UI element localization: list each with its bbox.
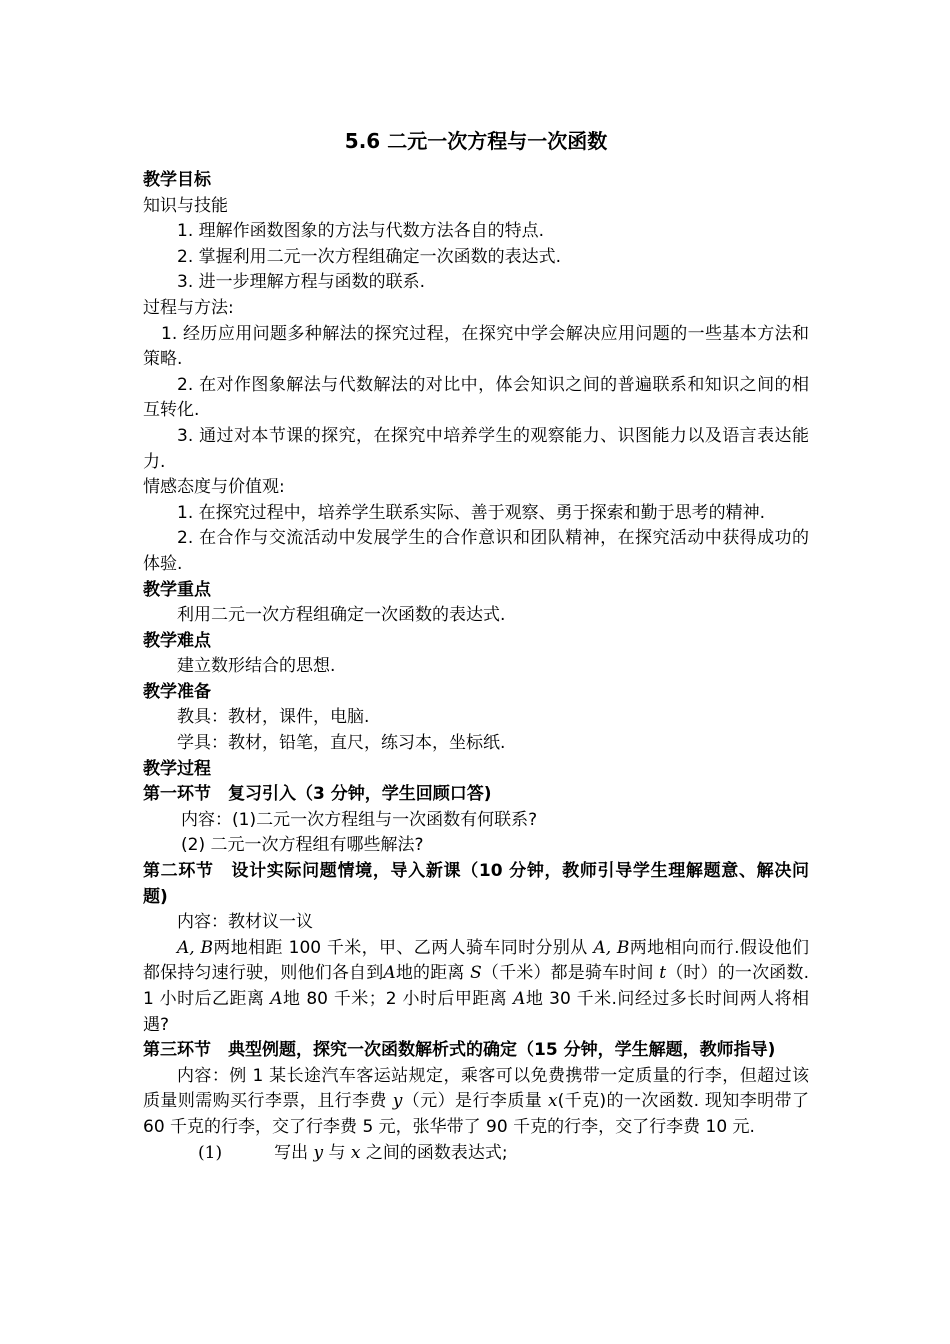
var-x: x: [548, 1091, 558, 1112]
preparation-heading: 教学准备: [143, 681, 211, 702]
attitude-item: 2. 在合作与交流活动中发展学生的合作意识和团队精神，在探究活动中获得成功的体验.: [143, 528, 809, 574]
attitude-item: 1. 在探究过程中，培养学生联系实际、善于观察、勇于探索和勤于思考的精神.: [177, 502, 766, 523]
knowledge-item: 3. 进一步理解方程与函数的联系.: [177, 272, 426, 293]
objectives-heading: 教学目标: [143, 170, 211, 190]
process-item: 3. 通过对本节课的探究，在探究中培养学生的观察能力、识图能力以及语言表达能力.: [143, 425, 809, 472]
key-point-heading: 教学重点: [143, 579, 211, 600]
difficulty-text: 建立数形结合的思想.: [177, 656, 336, 677]
var-y: y: [313, 1142, 324, 1163]
stage1-question: (2) 二元一次方程组有哪些解法?: [181, 835, 424, 856]
teacher-tools: 教具：教材，课件，电脑.: [177, 707, 370, 728]
knowledge-item: 2. 掌握利用二元一次方程组确定一次函数的表达式.: [177, 246, 562, 267]
stage2-problem: A, B两地相距 100 千米，甲、乙两人骑车同时分别从 A, B两地相向而行.假设他们都保持匀速行驶，则他们各自到A地的距离 S（千米）都是骑车时间 t（时）的一次函数. 1 小时后乙距离 A地 80 千米；2 小时后甲距离 A地 30 千米.问经过多长时间两人将相遇?: [143, 937, 810, 1035]
difficulty-heading: 教学难点: [143, 630, 211, 651]
var-a-b: A, B: [177, 937, 213, 958]
process-label: 过程与方法:: [143, 297, 234, 318]
process-item: 2. 在对作图象解法与代数解法的对比中，体会知识之间的普遍联系和知识之间的相互转化.: [143, 374, 809, 421]
stage1-heading: 第一环节 复习引入（3 分钟，学生回顾口答): [143, 784, 492, 805]
var-a: A: [383, 963, 396, 984]
document-body: [143, 128, 809, 1166]
example-1: 内容：例 1 某长途汽车客运站规定，乘客可以免费携带一定质量的行李，但超过该质量则需购买行李票，且行李费 y（元）是行李质量 x(千克)的一次函数. 现知李明带了 60 千克的行李，交了行李费 5 元，张华带了 90 千克的行李，交了行李费 10 元.: [143, 1065, 810, 1137]
student-tools: 学具：教材，铅笔，直尺，练习本，坐标纸.: [177, 733, 506, 754]
var-a-b: A, B: [593, 937, 630, 958]
attitude-label: 情感态度与价值观:: [143, 477, 285, 498]
var-a: A: [513, 989, 526, 1009]
var-t: t: [659, 963, 667, 984]
var-a: A: [270, 989, 283, 1009]
stage1-question: 内容：(1)二元一次方程组与一次函数有何联系?: [181, 809, 538, 830]
process-item: 1. 经历应用问题多种解法的探究过程，在探究中学会解决应用问题的一些基本方法和策略.: [143, 323, 809, 370]
knowledge-label: 知识与技能: [143, 195, 228, 216]
var-s: S: [470, 963, 482, 984]
var-y: y: [392, 1091, 403, 1112]
process-heading: 教学过程: [143, 758, 211, 779]
key-point-text: 利用二元一次方程组确定一次函数的表达式.: [177, 605, 506, 626]
stage2-heading: 第二环节 设计实际问题情境，导入新课（10 分钟，教师引导学生理解题意、解决问题): [143, 861, 809, 907]
question-number: (1): [198, 1142, 223, 1163]
knowledge-item: 1. 理解作函数图象的方法与代数方法各自的特点.: [177, 221, 545, 242]
stage3-heading: 第三环节 典型例题，探究一次函数解析式的确定（15 分钟，学生解题，教师指导): [143, 1040, 776, 1061]
var-x: x: [350, 1142, 361, 1163]
stage2-content: 内容：教材议一议: [177, 912, 313, 933]
page-title: 5.6 二元一次方程与一次函数: [344, 129, 608, 153]
example-question: (1) 写出 y 与 x 之间的函数表达式;: [198, 1142, 508, 1163]
